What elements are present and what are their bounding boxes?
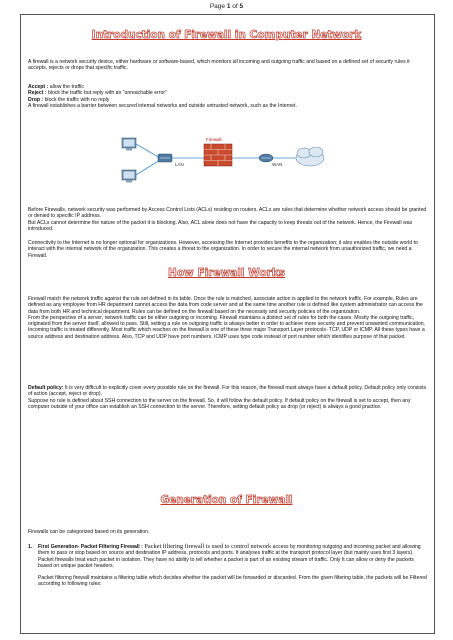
firewall-diagram <box>120 134 330 192</box>
generation-intro: Firewalls can be categorized based on its generation. <box>28 529 150 535</box>
wan-label: WAN <box>272 162 283 167</box>
lan-switch-icon <box>158 154 172 162</box>
title-how-firewall-works: How Firewall Works <box>168 267 285 279</box>
lan-computer-icon <box>122 138 136 151</box>
reject-definition: Reject : block the traffic but reply with an “unreachable error” <box>28 90 167 97</box>
barrier-sentence: A firewall establishes a barrier between secured internal networks and outside untrusted network, such as the Internet. <box>28 102 297 109</box>
page-number: Page 1 of 5 <box>209 3 244 10</box>
action-definitions <box>28 84 428 109</box>
rules-paragraph: Firewall match the network traffic against the rule set defined in its table. Once the rule is matched, associate action is applied to the network traffic. For example, Rules are defined as any employee from HR department cannot access the data from code server and at the same time another rule is defined like system administrator can access the data from both HR and technical department. Rules can be defined on the firewall based on the necessity and security policies of the organization. From the perspective of a server, network traffic can be either outgoing or incoming. Firewall maintains a distinct set of rules for both the cases. Mostly the outgoing traffic, originated from the server itself, allowed to pass. Still, setting a rule on outgoing traffic is always better in order to achieve more security and prevent unwanted communication. Incoming traffic is treated differently. Most traffic which reaches on the firewall is one of these three major Transport Layer protocols- TCP, UDP or ICMP. All these types have a source address and destination address. Also, TCP and UDP have port numbers. ICMP uses type code instead of port number which identifies purpose of that packet. <box>28 296 426 340</box>
lan-label: LAN <box>175 162 184 167</box>
default-policy-paragraph: Default policy: It is very difficult to explicitly cover every possible rule on the firewall. For this reason, the firewall must always have a default policy. Default policy only consists of action (accept, reject or drop). Suppose no rule is defined about SSH connection to the server on the firewall. So, it will follow the default policy. If default policy on the firewall is set to accept, then any computer outside of your office can establish an SSH connection to the server. Therefore, setting default policy as drop (or reject) is always a good practice. <box>28 385 427 410</box>
default-policy-definition: Default policy: It is very difficult to explicitly cover every possible rule on the firewall. For this reason, the firewall must always have a default policy. Default policy only consists of action (accept, reject or drop). <box>28 385 427 398</box>
internet-cloud-icon <box>296 147 324 166</box>
intro-paragraph: A firewall is a network security device, either hardware or software-based, which monitors all incoming and outgoing traffic and based on a defined set of security rules it accepts, rejects or drops that specific traffic. <box>28 59 410 72</box>
accept-definition: Accept : allow the traffic <box>28 84 84 90</box>
firewall-brick-icon <box>204 144 232 166</box>
generation-item-title: First Generation- Packet Filtering Firewall : <box>38 544 143 550</box>
drop-definition: Drop : block the traffic with no reply <box>28 96 110 103</box>
title-generation: Generation of Firewall <box>160 494 293 506</box>
wan-router-icon <box>259 154 273 162</box>
generation-list <box>28 544 428 588</box>
list-item: 1. First Generation- Packet Filtering Firewall : Packet filtering firewall is used to control network access by monitoring outgoing and incoming packet and allowing them to pass or stop based on source and destination IP address, protocols and ports. It analyses traffic at the transport protocol layer (but mainly uses first 3 layers). Packet firewalls treat each packet in isolation. They have no ability to tell whether a packet is part of an existing stream of traffic. Only It can allow or deny the packets based on unique packet headers. Packet filtering firewall maintains a filtering table which decides whether the packet will be forwarded or discarded. From the given filtering table, the packets will be Filtered according to following rules: <box>28 543 427 588</box>
title-introduction: Introduction of Firewall in Computer Network <box>91 29 362 41</box>
firewall-label: Firewall <box>206 137 222 142</box>
lan-computer-icon <box>122 170 136 183</box>
list-number: 1. <box>28 544 33 550</box>
history-paragraph: Before Firewalls, network security was performed by Access Control Lists (ACLs) residing on routers. ACLs are rules that determine whether network access should be granted or denied to specific IP address. But ACLs cannot determine the nature of the packet it is blocking. Also, ACL alone does not have the capacity to keep threats out of the network. Hence, the Firewall was introduced. <box>28 207 427 232</box>
connectivity-paragraph: Connectivity to the Internet is no longer optional for organizations. However, accessing the Internet provides benefits to the organization; it also enables the outside world to interact with the internal network of the organization. This creates a threat to the organization. In order to secure the internal network from unauthorized traffic, we need a Firewall. <box>28 240 418 259</box>
